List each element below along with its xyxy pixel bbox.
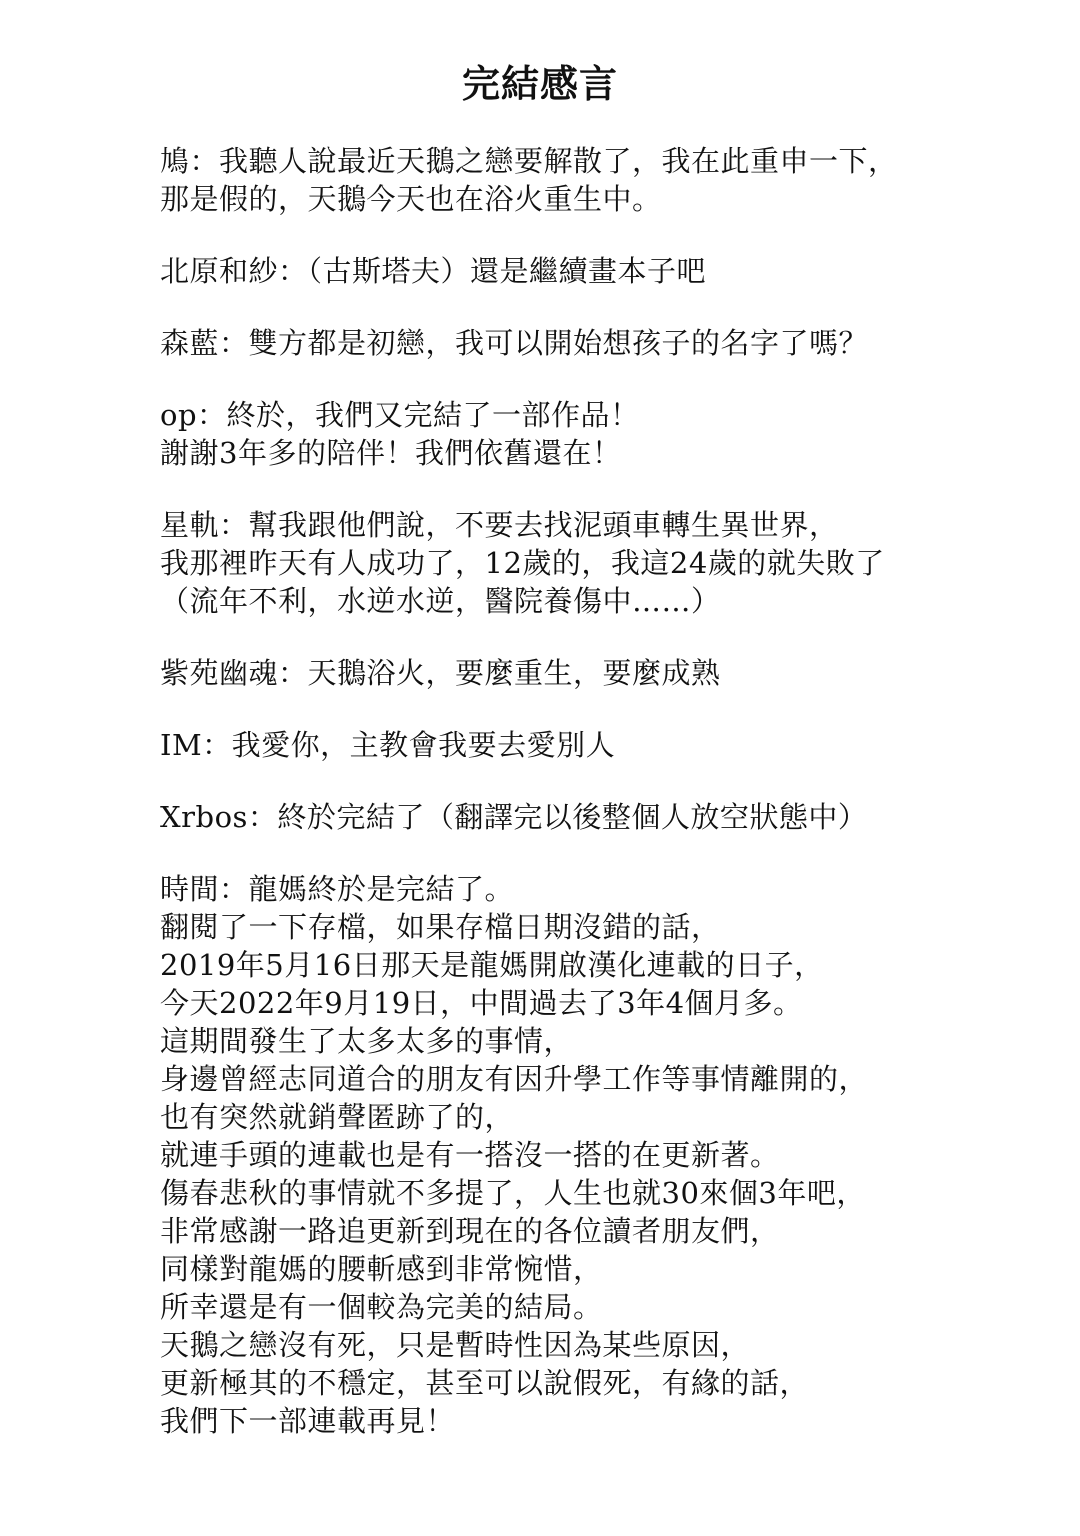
message-line: 鳩：我聽人說最近天鵝之戀要解散了，我在此重申一下， bbox=[160, 144, 898, 178]
page-title: 完結感言 bbox=[461, 61, 618, 106]
message-line: 2019年5月16日那天是龍媽開啟漢化連載的日子， bbox=[160, 948, 824, 982]
message-block bbox=[160, 324, 1040, 362]
message-line: Xrbos：終於完結了（翻譯完以後整個人放空狀態中） bbox=[160, 800, 868, 834]
message-line: 天鵝之戀沒有死，只是暫時性因為某些原因， bbox=[160, 1328, 751, 1362]
message-line: 我那裡昨天有人成功了，12歲的，我這24歲的就失敗了 bbox=[160, 546, 885, 580]
message-line: 更新極其的不穩定，甚至可以說假死，有緣的話， bbox=[160, 1366, 810, 1400]
message-line: 身邊曾經志同道合的朋友有因升學工作等事情離開的， bbox=[160, 1062, 869, 1096]
message-line: 那是假的，天鵝今天也在浴火重生中。 bbox=[160, 182, 662, 216]
message-line: 這期間發生了太多太多的事情， bbox=[160, 1024, 574, 1058]
message-line: 北原和紗：（古斯塔夫）還是繼續畫本子吧 bbox=[160, 254, 707, 288]
message-line: 所幸還是有一個較為完美的結局。 bbox=[160, 1290, 603, 1324]
message-line: IM：我愛你，主教會我要去愛別人 bbox=[160, 728, 616, 762]
message-line: 謝謝3年多的陪伴！我們依舊還在！ bbox=[160, 436, 622, 470]
message-block bbox=[160, 870, 1040, 1440]
message-line: 非常感謝一路追更新到現在的各位讀者朋友們， bbox=[160, 1214, 780, 1248]
message-line: 森藍：雙方都是初戀，我可以開始想孩子的名字了嗎？ bbox=[160, 326, 869, 360]
message-block bbox=[160, 654, 1040, 692]
message-block bbox=[160, 726, 1040, 764]
message-line: 也有突然就銷聲匿跡了的， bbox=[160, 1100, 515, 1134]
message-block bbox=[160, 252, 1040, 290]
message-line: 就連手頭的連載也是有一搭沒一搭的在更新著。 bbox=[160, 1138, 780, 1172]
message-line: 我們下一部連載再見！ bbox=[160, 1404, 456, 1438]
message-line: 星軌：幫我跟他們說，不要去找泥頭車轉生異世界， bbox=[160, 508, 839, 542]
message-line: 傷春悲秋的事情就不多提了，人生也就30來個3年吧， bbox=[160, 1176, 866, 1210]
message-line: （流年不利，水逆水逆，醫院養傷中……） bbox=[160, 584, 721, 618]
message-line: op：終於，我們又完結了一部作品！ bbox=[160, 398, 640, 432]
message-block bbox=[160, 798, 1040, 836]
message-line: 時間：龍媽終於是完結了。 bbox=[160, 872, 515, 906]
message-line: 翻閱了一下存檔，如果存檔日期沒錯的話， bbox=[160, 910, 721, 944]
message-line: 同樣對龍媽的腰斬感到非常惋惜， bbox=[160, 1252, 603, 1286]
message-block bbox=[160, 396, 1040, 472]
message-block bbox=[160, 142, 1040, 218]
message-line: 紫苑幽魂：天鵝浴火，要麼重生，要麼成熟 bbox=[160, 656, 721, 690]
message-block bbox=[160, 506, 1040, 620]
afterword-body bbox=[160, 142, 1040, 1440]
message-line: 今天2022年9月19日，中間過去了3年4個月多。 bbox=[160, 986, 803, 1020]
